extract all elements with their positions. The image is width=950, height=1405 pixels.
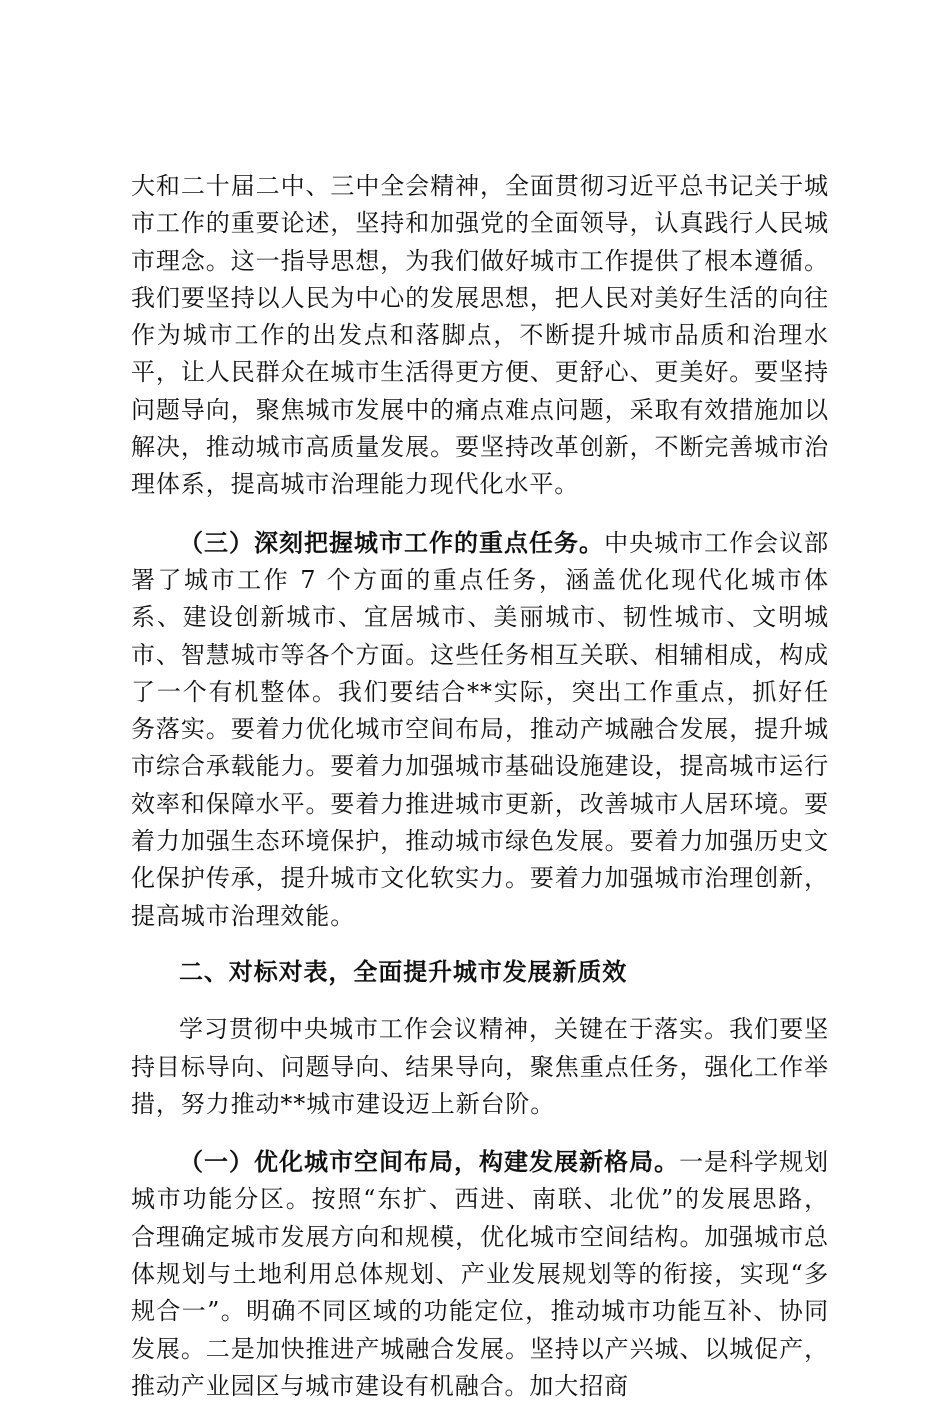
document-body	[131, 168, 829, 1405]
paragraph-spatial-layout	[131, 1143, 829, 1405]
paragraph-implementation: 学习贯彻中央城市工作会议精神，关键在于落实。我们要坚持目标导向、问题导向、结果导向，聚焦重点任务，强化工作举措，努力推动**城市建设迈上新台阶。	[131, 1015, 829, 1118]
spatial-layout-lead: （一）优化城市空间布局，构建发展新格局。	[179, 1147, 680, 1177]
paragraph-guiding-thought: 大和二十届二中、三中全会精神，全面贯彻习近平总书记关于城市工作的重要论述，坚持和加强党的全面领导，认真践行人民城市理念。这一指导思想，为我们做好城市工作提供了根本遵循。我们要坚持以人民为中心的发展思想，把人民对美好生活的向往作为城市工作的出发点和落脚点，不断提升城市品质和治理水平，让人民群众在城市生活得更方便、更舒心、更美好。要坚持问题导向，聚焦城市发展中的痛点难点问题，采取有效措施加以解决，推动城市高质量发展。要坚持改革创新，不断完善城市治理体系，提高城市治理能力现代化水平。	[131, 172, 829, 499]
paragraph-key-tasks	[131, 524, 829, 935]
key-tasks-body: 中央城市工作会议部署了城市工作 7 个方面的重点任务，涵盖优化现代化城市体系、建设创新城市、宜居城市、美丽城市、韧性城市、文明城市、智慧城市等各个方面。这些任务相互关联、相辅相成，构成了一个有机整体。我们要结合**实际，突出工作重点，抓好任务落实。要着力优化城市空间布局，推动产城融合发展，提升城市综合承载能力。要着力加强城市基础设施建设，提高城市运行效率和保障水平。要着力推进城市更新，改善城市人居环境。要着力加强生态环境保护，推动城市绿色发展。要着力加强历史文化保护传承，提升城市文化软实力。要着力加强城市治理创新，提高城市治理效能。	[131, 528, 829, 930]
key-tasks-lead: （三）深刻把握城市工作的重点任务。	[179, 527, 605, 557]
spatial-layout-body: 一是科学规划城市功能分区。按照“东扩、西进、南联、北优”的发展思路，合理确定城市发展方向和规模，优化城市空间结构。加强城市总体规划与土地利用总体规划、产业发展规划等的衔接，实现“多规合一”。明确不同区域的功能定位，推动城市功能互补、协同发展。二是加快推进产城融合发展。坚持以产兴城、以城促产，推动产业园区与城市建设有机融合。加大招商	[131, 1148, 829, 1400]
section-heading-two: 二、对标对表，全面提升城市发展新质效	[179, 957, 628, 986]
